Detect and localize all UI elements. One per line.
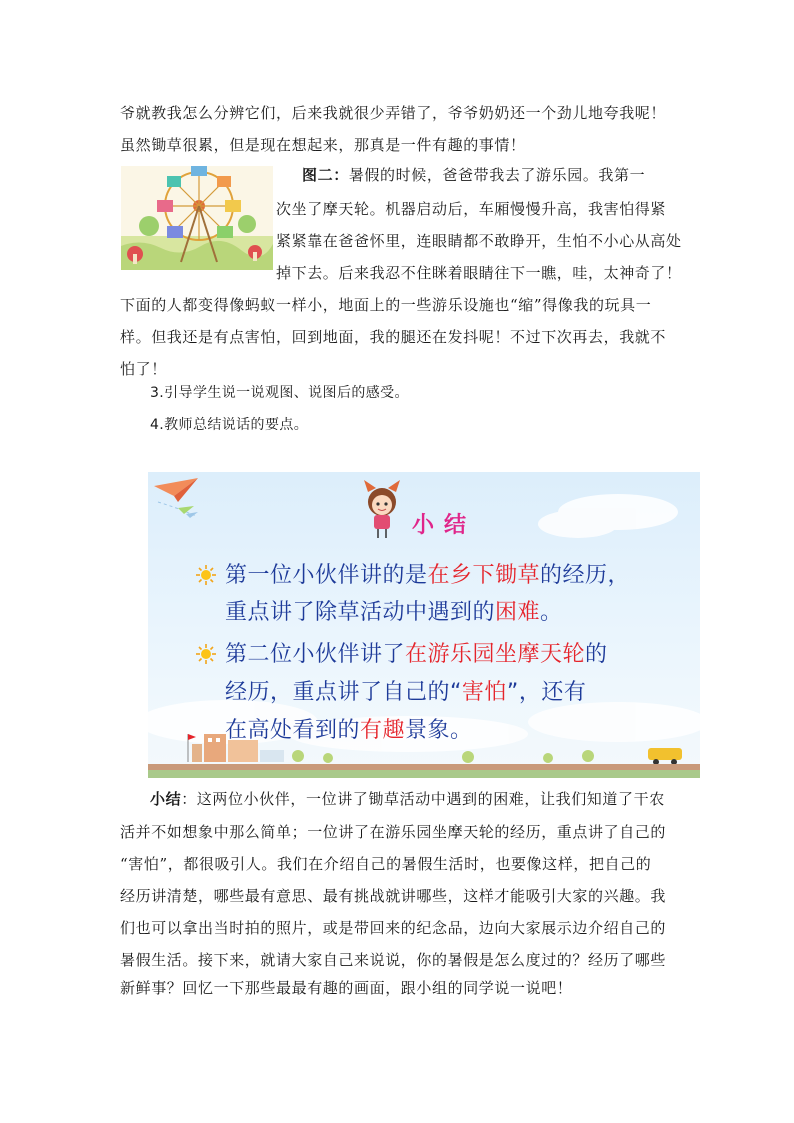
conclusion-line-6: 暑假生活。接下来，就请大家自己来说说，你的暑假是怎么度过的？经历了哪些 [120,951,667,969]
slide-point-1-line-2 [225,595,563,626]
girl-mascot-icon [364,480,400,538]
sun-icon [196,565,216,585]
step-3: 3.引导学生说一说观图、说图后的感受。 [150,385,409,401]
slide-highlight: 害怕 [461,680,507,705]
step-4: 4.教师总结说话的要点。 [150,417,309,433]
slide-highlight: 在乡下锄草 [427,563,541,588]
story2-line-3: 紧紧靠在爸爸怀里，连眼睛都不敢睁开，生怕不小心从高处 [276,232,682,250]
conclusion-line-7: 新鲜事？回忆一下那些最最有趣的画面，跟小组的同学说一说吧！ [120,979,573,997]
slide-text: 第二位小伙伴讲了 [225,642,406,667]
conclusion-line-3: “害怕”，都很吸引人。我们在介绍自己的暑假生活时，也要像这样，把自己的 [120,855,652,873]
slide-text: 的 [585,642,608,667]
conclusion-line-1 [150,788,665,809]
slide-text: 的经历， [540,563,631,588]
school-bus-icon [648,748,682,760]
conclusion-line-2: 活并不如想象中那么简单；一位讲了在游乐园坐摩天轮的经历，重点讲了自己的 [120,823,667,841]
slide-highlight: 在游乐园坐摩天轮 [405,642,586,667]
story2-line-4: 掉下去。后来我忍不住眯着眼睛往下一瞧，哇，太神奇了！ [276,264,682,282]
slide-text: 景象。 [405,718,473,743]
story2-line-6: 样。但我还是有点害怕，回到地面，我的腿还在发抖呢！不过下次再去，我就不 [120,328,667,346]
slide-highlight: 困难 [495,600,541,625]
conclusion-line-4: 经历讲清楚，哪些最有意思、最有挑战就讲哪些，这样才能吸引大家的兴趣。我 [120,887,667,905]
conclusion-text: ：这两位小伙伴，一位讲了锄草活动中遇到的困难，让我们知道了干农 [181,790,665,808]
slide-text: 第一位小伙伴讲的是 [225,563,428,588]
conclusion-line-5: 们也可以拿出当时拍的照片，或是带回来的纪念品，边向大家展示边介绍自己的 [120,919,667,937]
slide-point-2-line-3 [225,713,473,744]
slide-text: ”，还有 [506,680,587,705]
summary-slide [148,472,700,778]
story2-line-2: 次坐了摩天轮。机器启动后，车厢慢慢升高，我害怕得紧 [276,200,667,218]
ferris-wheel-illustration [121,166,273,270]
slide-text: 经历，重点讲了自己的“ [225,680,462,705]
story1-line-2: 虽然锄草很累，但是现在想起来，那真是一件有趣的事情！ [120,136,526,154]
sun-icon [196,644,216,664]
slide-point-2-line-1 [225,637,608,668]
slide-text: 重点讲了除草活动中遇到的 [225,600,496,625]
story2-line-7: 怕了！ [120,360,167,378]
story2-first-line [302,164,645,185]
slide-point-1-line-1 [225,558,630,589]
story2-label: 图二： [302,166,349,184]
slide-point-2-line-2 [225,675,586,706]
paper-plane-icon [154,478,198,496]
story2-line-5: 下面的人都变得像蚂蚁一样小，地面上的一些游乐设施也“缩”得像我的玩具一 [120,296,652,314]
slide-title: 小结 [412,513,477,538]
slide-text: 在高处看到的 [225,718,361,743]
story2-head-text: 暑假的时候，爸爸带我去了游乐园。我第一 [348,166,646,184]
conclusion-label: 小结 [150,790,182,808]
slide-highlight: 有趣 [360,718,406,743]
story1-line-1: 爷就教我怎么分辨它们，后来我就很少弄错了，爷爷奶奶还一个劲儿地夸我呢！ [120,104,667,122]
slide-text: 。 [540,600,563,625]
